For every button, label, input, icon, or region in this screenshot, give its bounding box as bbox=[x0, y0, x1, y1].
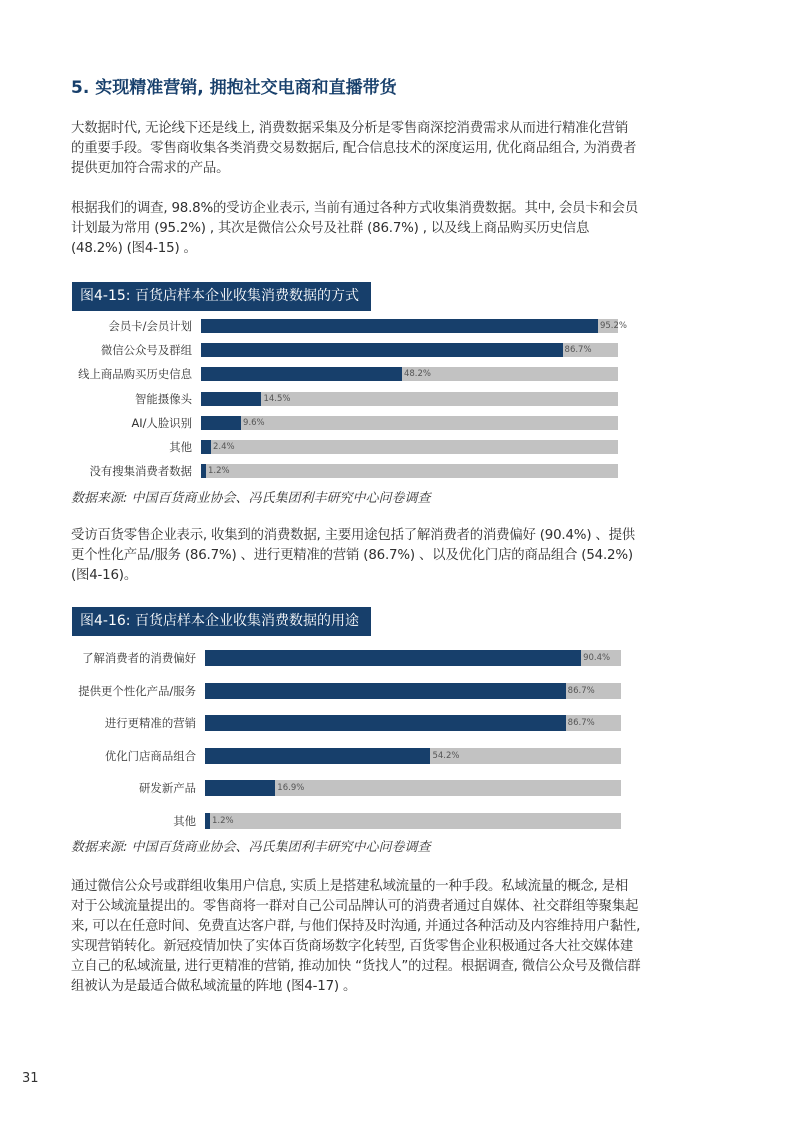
category-label: 了解消费者的消费偏好 bbox=[82, 651, 196, 665]
category-label: 智能摄像头 bbox=[135, 391, 192, 406]
chart-row bbox=[0, 683, 793, 699]
value-label: 95.2% bbox=[599, 321, 627, 331]
chart-row bbox=[0, 813, 793, 829]
figure-4-16-title: 图4-16: 百货店样本企业收集消费数据的用途 bbox=[72, 607, 371, 636]
category-label: 研发新产品 bbox=[139, 781, 196, 796]
bar bbox=[205, 650, 581, 666]
category-label: 进行更精准的营销 bbox=[104, 716, 196, 731]
bar-track bbox=[205, 715, 621, 731]
bar bbox=[201, 367, 402, 381]
figure-4-15-source: 数据来源: 中国百货商业协会、冯氏集团利丰研究中心问卷调查 bbox=[71, 491, 431, 506]
intro-paragraph: 大数据时代, 无论线下还是线上, 消费数据采集及分析是零售商深挖消费需求从而进行精准化营销的重要手段。零售商收集各类消费交易数据后, 配合信息技术的深度运用, 优化商品组合, 为消费者提供更加符合需求的产品。 bbox=[71, 121, 637, 176]
category-label: 优化门店商品组合 bbox=[104, 748, 196, 763]
bar-track bbox=[205, 780, 621, 796]
chart-row bbox=[0, 367, 793, 381]
value-label: 2.4% bbox=[213, 442, 235, 452]
bar bbox=[205, 683, 566, 699]
category-label: 线上商品购买历史信息 bbox=[78, 367, 192, 382]
bar bbox=[205, 715, 566, 731]
chart-row bbox=[0, 780, 793, 796]
bar bbox=[201, 440, 211, 454]
category-label: 其他 bbox=[169, 440, 192, 454]
figure-4-15-chart bbox=[0, 317, 793, 477]
category-label: 会员卡/会员计划 bbox=[108, 319, 192, 333]
chart-row bbox=[0, 319, 793, 333]
survey-paragraph: 根据我们的调查, 98.8%的受访企业表示, 当前有通过各种方式收集消费数据。其中, 会员卡和会员计划最为常用 (95.2%) , 其次是微信公众号及社群 (86.7%) , 以及线上商品购买历史信息 (48.2%) (图4-15) 。 bbox=[71, 201, 639, 256]
chart-row bbox=[0, 715, 793, 731]
usage-paragraph: 受访百货零售企业表示, 收集到的消费数据, 主要用途包括了解消费者的消费偏好 (90.4%) 、提供更个性化产品/服务 (86.7%) 、进行更精准的营销 (86.7%) 、以及优化门店的商品组合 (54.2%) (图4-16)。 bbox=[71, 528, 635, 583]
bar-track bbox=[205, 748, 621, 764]
category-label: 其他 bbox=[173, 814, 196, 828]
value-label: 86.7% bbox=[567, 718, 595, 729]
value-label: 86.7% bbox=[567, 685, 595, 696]
chart-row bbox=[0, 464, 793, 478]
figure-4-16-source: 数据来源: 中国百货商业协会、冯氏集团利丰研究中心问卷调查 bbox=[71, 840, 431, 855]
value-label: 16.9% bbox=[277, 783, 305, 794]
value-label: 1.2% bbox=[208, 466, 230, 477]
bar bbox=[201, 416, 241, 430]
bar-track bbox=[201, 392, 618, 406]
chart-row bbox=[0, 343, 793, 357]
bar bbox=[201, 343, 563, 357]
category-label: 微信公众号及群组 bbox=[100, 343, 192, 358]
value-label: 90.4% bbox=[583, 653, 611, 663]
bar-track bbox=[201, 343, 618, 357]
figure-4-16-chart bbox=[0, 648, 793, 828]
bar bbox=[201, 319, 598, 333]
section-heading: 5. 实现精准营销, 拥抱社交电商和直播带货 bbox=[71, 78, 397, 98]
bar-track bbox=[205, 813, 621, 829]
bar bbox=[205, 748, 430, 764]
chart-row bbox=[0, 650, 793, 666]
page-number: 31 bbox=[22, 1071, 39, 1086]
bar bbox=[205, 780, 275, 796]
value-label: 1.2% bbox=[211, 816, 234, 826]
chart-row bbox=[0, 748, 793, 764]
bar bbox=[201, 464, 206, 478]
bar bbox=[205, 813, 210, 829]
bar-track bbox=[201, 464, 618, 478]
figure-4-15-title: 图4-15: 百货店样本企业收集消费数据的方式 bbox=[72, 282, 371, 311]
category-label: AI/人脸识别 bbox=[131, 415, 192, 430]
value-label: 9.6% bbox=[243, 417, 265, 428]
bar-track bbox=[201, 319, 627, 333]
value-label: 54.2% bbox=[432, 750, 460, 761]
bar-track bbox=[201, 440, 618, 454]
chart-row bbox=[0, 440, 793, 454]
chart-row bbox=[0, 416, 793, 430]
bar-track bbox=[201, 416, 618, 430]
value-label: 14.5% bbox=[263, 393, 291, 404]
category-label: 提供更个性化产品/服务 bbox=[78, 683, 196, 698]
bar-track bbox=[201, 367, 618, 381]
category-label: 没有搜集消费者数据 bbox=[89, 464, 192, 479]
value-label: 48.2% bbox=[403, 369, 431, 380]
value-label: 86.7% bbox=[564, 345, 592, 356]
chart-row bbox=[0, 392, 793, 406]
bar-track bbox=[205, 683, 621, 699]
bar bbox=[201, 392, 261, 406]
bar-track bbox=[205, 650, 621, 666]
private-traffic-paragraph: 通过微信公众号或群组收集用户信息, 实质上是搭建私域流量的一种手段。私域流量的概念, 是相对于公域流量提出的。零售商将一群对自己公司品牌认可的消费者通过自媒体、社交群组等聚集起来, 可以在任意时间、免费直达客户群, 与他们保持及时沟通, 并通过各种活动及内容维持用户黏性, 实现营销转化。新冠疫情加快了实体百货商场数字化转型, 百货零售企业积极通过各大社交媒体建立自己的私域流量, 进行更精准的营销, 推动加快 “货找人”的过程。根据调查, 微信公众号及微信群组被认为是最适合做私域流量的阵地 (图4-17) 。 bbox=[71, 879, 641, 994]
